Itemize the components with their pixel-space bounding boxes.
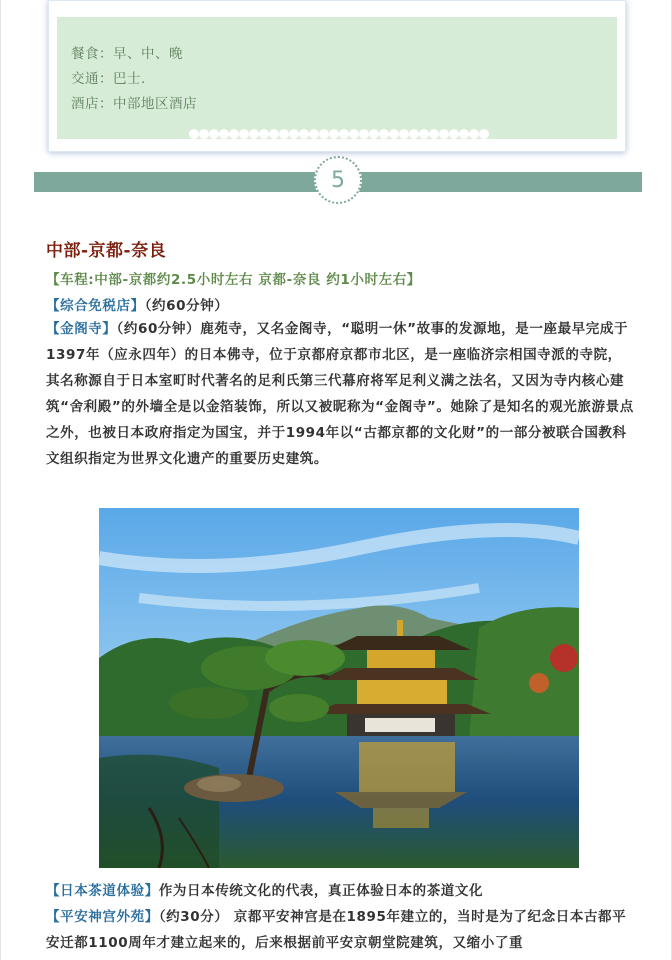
day-number-badge [314,156,362,204]
info-card [48,0,626,152]
duty-free-line [46,294,636,314]
scallop-edge [189,129,489,139]
kinkakuji-photo [99,508,579,868]
tea-text: 作为日本传统文化的代表，真正体验日本的茶道文化 [158,883,484,899]
info-card-body [57,17,617,139]
tea-label: 【日本茶道体验】 [46,883,159,899]
meals-text: 餐食：早、中、晚 [71,46,183,62]
duty-free-label: 【综合免税店】 [46,298,145,314]
heian-paragraph [46,904,636,956]
kinkakuji-paragraph [46,316,634,472]
transport-text: 交通：巴士. [71,71,146,87]
heian-label: 【平安神宫外苑】 [46,909,159,925]
kinkakuji-label: 【金阁寺】 [46,321,117,337]
kinkakuji-text: （约60分钟）鹿苑寺，又名金阁寺，“聪明一休”故事的发源地，是一座最早完成于1397年（应永四年）的日本佛寺，位于京都府京都市北区，是一座临济宗相国寺派的寺院，其名称源自于日本室町时代著名的足利氏第三代幕府将军足利义满之法名，又因为寺内核心建筑“舍利殿”的外墙全是以金箔装饰，所以又被昵称为“金阁寺”。她除了是知名的观光旅游景点之外，也被日本政府指定为国宝，并于1994年以“古都京都的文化财”的一部分被联合国教科文组织指定为世界文化遗产的重要历史建筑。 [46,321,634,467]
hotel-text: 酒店：中部地区酒店 [71,96,197,112]
duty-free-duration: （约60分钟） [144,298,229,314]
drive-time: 【车程:中部-京都约2.5小时左右 京都-奈良 约1小时左右】 [46,272,421,288]
day-number: 5 [331,167,345,193]
tea-line [46,878,636,904]
heian-text: （约30分） 京都平安神宫是在1895年建立的，当时是为了纪念日本古都平安迁都1100周年才建立起来的，后来根据前平安京朝堂院建筑，又缩小了重 [46,909,627,951]
route-title: 中部-京都-奈良 [46,241,167,261]
